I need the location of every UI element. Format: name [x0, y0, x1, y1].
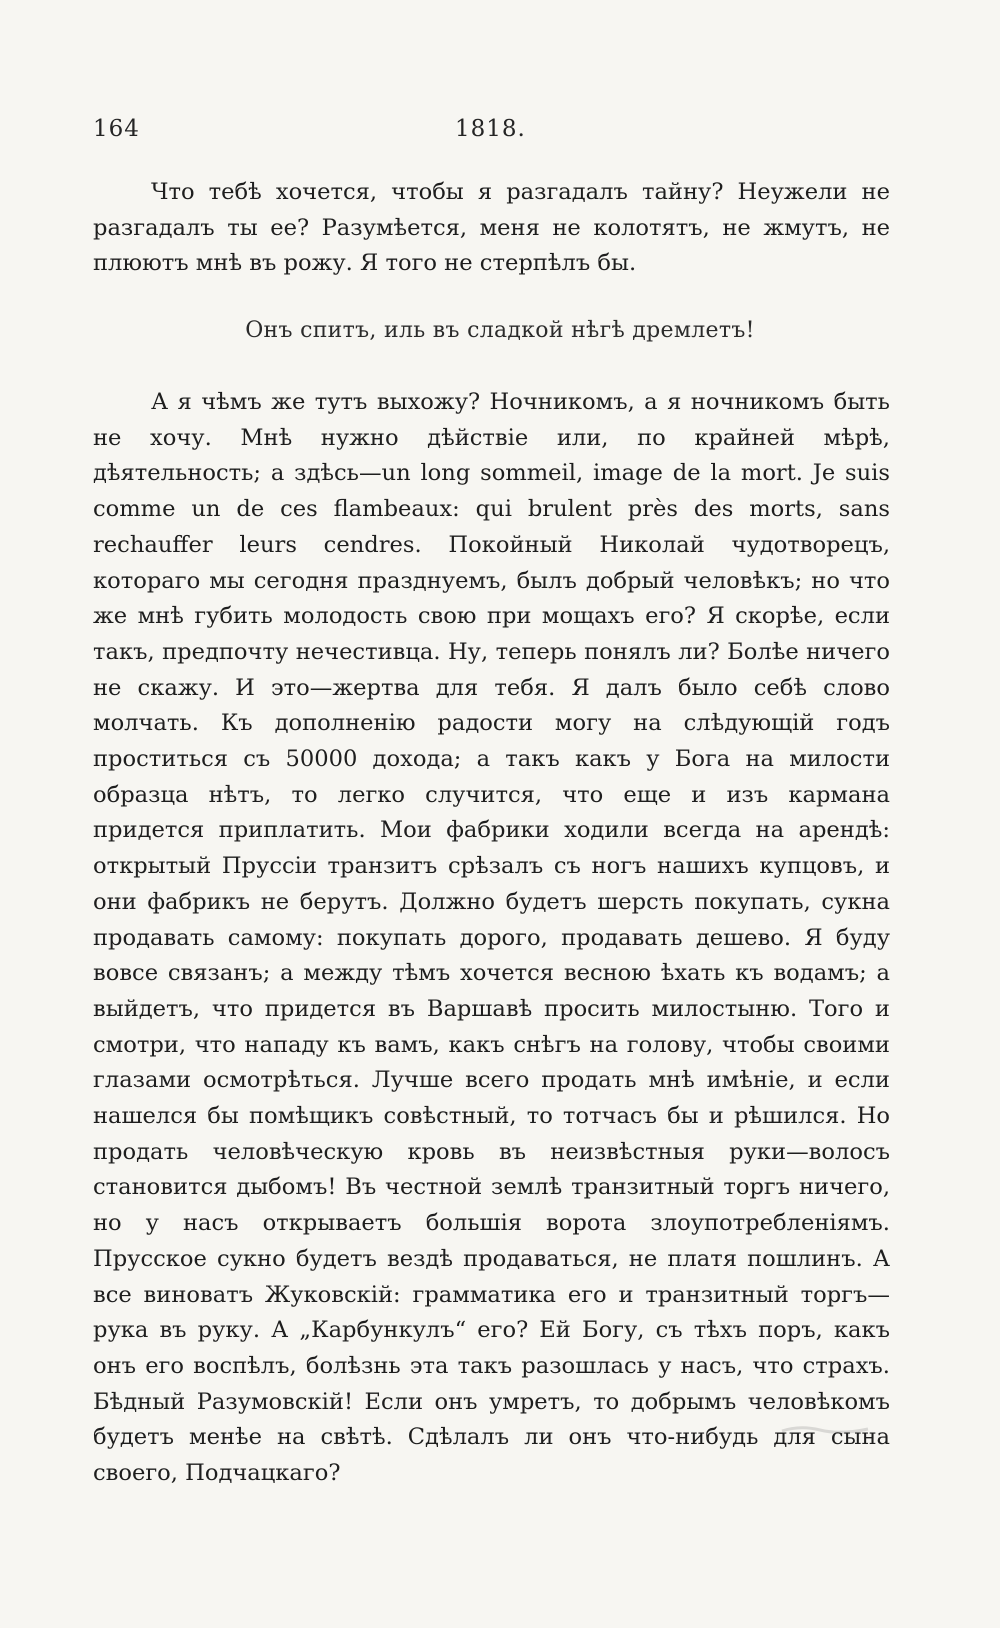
body-paragraph-1: Что тебѣ хочется, чтобы я разгадалъ тайну? Неужели не разгадалъ ты ее? Разумѣется, меня не колотятъ, не жмутъ, не плюютъ мнѣ въ рожу. Я того не стерпѣлъ бы.	[93, 179, 890, 277]
running-head-year: 1818.	[455, 116, 526, 142]
body-paragraph-2: А я чѣмъ же тутъ выхожу? Ночникомъ, а я ночникомъ быть не хочу. Мнѣ нужно дѣйствіе или, по крайней мѣрѣ, дѣятельность; а здѣсь—un long sommeil, image de la mort. Je suis comme un de ces flambeaux: qui brulent près des morts, sans rechauffer leurs cendres. Покойный Николай чудотворецъ, котораго мы сегодня празднуемъ, былъ добрый человѣкъ; но что же мнѣ губить молодость свою при мощахъ его? Я скорѣе, если такъ, предпочту нечестивца. Ну, теперь понялъ ли? Болѣе ничего не скажу. И это—жертва для тебя. Я далъ было себѣ слово молчать. Къ дополненію радости могу на слѣдующій годъ проститься съ 50000 дохода; а такъ какъ у Бога на милости образца нѣтъ, то легко случится, что еще и изъ кармана придется приплатить. Мои фабрики ходили всегда на арендѣ: открытый Пруссіи транзитъ срѣзалъ съ ногъ нашихъ купцовъ, и они фабрикъ не берутъ. Должно будетъ шерсть покупать, сукна продавать самому: покупать дорого, продавать дешево. Я буду вовсе связанъ; а между тѣмъ хочется весною ѣхать къ водамъ; а выйдетъ, что придется въ Варшавѣ просить милостыню. Того и смотри, что нападу къ вамъ, какъ снѣгъ на голову, чтобы своими глазами осмотрѣться. Лучше всего продать мнѣ имѣніе, и если нашелся бы помѣщикъ совѣстный, то тотчасъ бы и рѣшился. Но продать человѣческую кровь въ неизвѣстныя руки—волосъ становится дыбомъ! Въ честной землѣ транзитный торгъ ничего, но у насъ открываетъ большія ворота злоупотребленіямъ. Прусское сукно будетъ вездѣ продаваться, не платя пошлинъ. А все виноватъ Жуковскій: грамматика его и транзитный торгъ—рука въ руку. А „Карбункулъ“ его? Ей Богу, съ тѣхъ поръ, какъ онъ его воспѣлъ, болѣзнь эта такъ разошлась у насъ, что страхъ. Бѣдный Разумовскій! Если онъ умретъ, то добрымъ человѣкомъ будетъ менѣе на свѣтѣ. Сдѣлалъ ли онъ что-нибудь для сына своего, Подчацкаго?	[93, 389, 890, 1487]
page-header	[93, 116, 893, 150]
ink-smudge-mark	[780, 1422, 870, 1440]
verse-quotation: Онъ спитъ, иль въ сладкой нѣгѣ дремлетъ!	[245, 318, 755, 343]
page-number: 164	[93, 116, 140, 142]
